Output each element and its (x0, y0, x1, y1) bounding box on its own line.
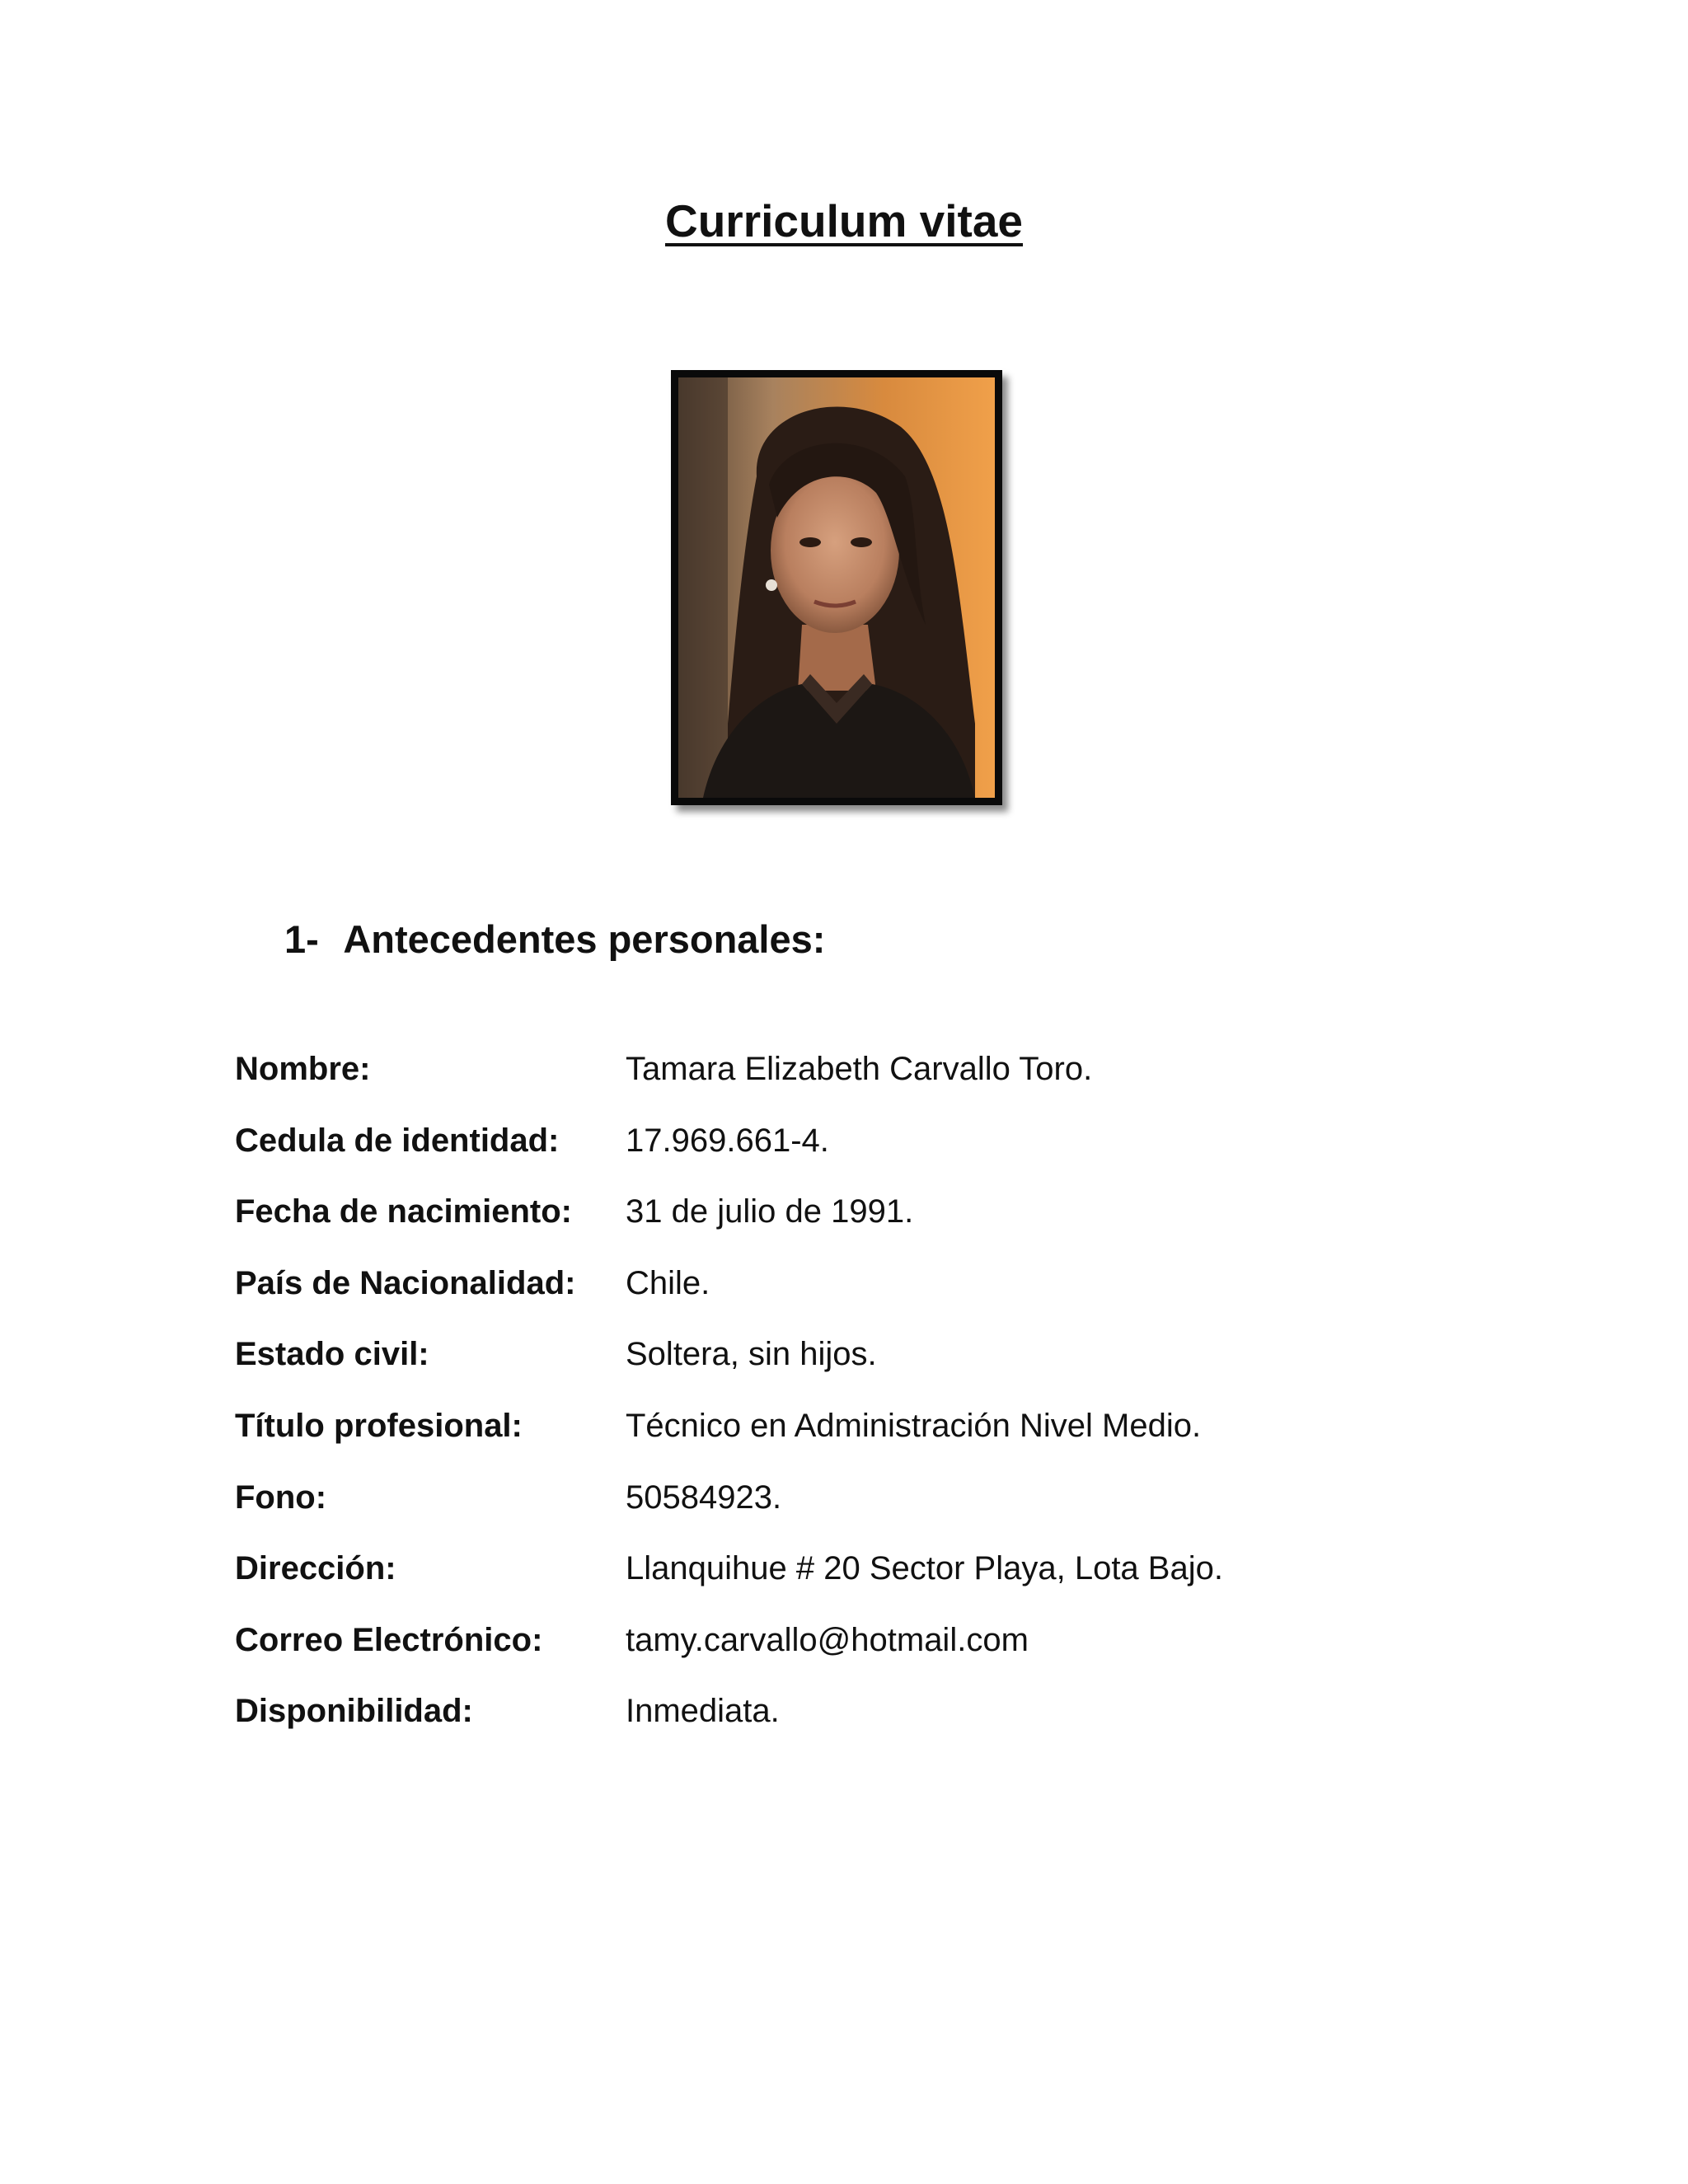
info-row-titulo (235, 1393, 1471, 1465)
section-heading (284, 911, 825, 968)
field-value: 17.969.661-4. (626, 1122, 829, 1159)
info-row-nacionalidad (235, 1250, 1471, 1322)
field-label: Fono: (235, 1479, 327, 1516)
info-row-correo (235, 1607, 1471, 1679)
field-label: Dirección: (235, 1550, 396, 1587)
info-row-nombre (235, 1036, 1471, 1108)
field-value: Tamara Elizabeth Carvallo Toro. (626, 1051, 1093, 1087)
field-value: Llanquihue # 20 Sector Playa, Lota Bajo. (626, 1550, 1223, 1587)
page-title-text: Curriculum vitae (664, 195, 1023, 246)
info-row-fono (235, 1465, 1471, 1536)
field-value: 50584923. (626, 1479, 782, 1516)
field-label: Título profesional: (235, 1407, 523, 1444)
field-value: Técnico en Administración Nivel Medio. (626, 1407, 1202, 1444)
field-value: 31 de julio de 1991. (626, 1193, 914, 1230)
field-label: País de Nacionalidad: (235, 1264, 576, 1301)
info-row-fecha-nacimiento (235, 1179, 1471, 1250)
field-label: Disponibilidad: (235, 1693, 473, 1730)
portrait-image (678, 377, 995, 798)
field-label: Correo Electrónico: (235, 1621, 543, 1658)
profile-photo (671, 370, 1002, 805)
section-number: 1- (284, 917, 319, 961)
field-label: Estado civil: (235, 1336, 429, 1373)
info-row-direccion (235, 1535, 1471, 1607)
page-title (0, 188, 1688, 254)
field-value: Inmediata. (626, 1693, 780, 1730)
field-label: Nombre: (235, 1051, 371, 1087)
field-label: Cedula de identidad: (235, 1122, 560, 1159)
section-title: Antecedentes personales: (343, 917, 826, 961)
field-label: Fecha de nacimiento: (235, 1193, 572, 1230)
field-value: tamy.carvallo@hotmail.com (626, 1621, 1029, 1658)
field-value: Chile. (626, 1264, 710, 1301)
info-row-disponibilidad (235, 1678, 1471, 1750)
info-row-cedula (235, 1108, 1471, 1179)
personal-info-table (235, 1036, 1471, 1750)
info-row-estado-civil (235, 1321, 1471, 1393)
field-value: Soltera, sin hijos. (626, 1336, 877, 1373)
